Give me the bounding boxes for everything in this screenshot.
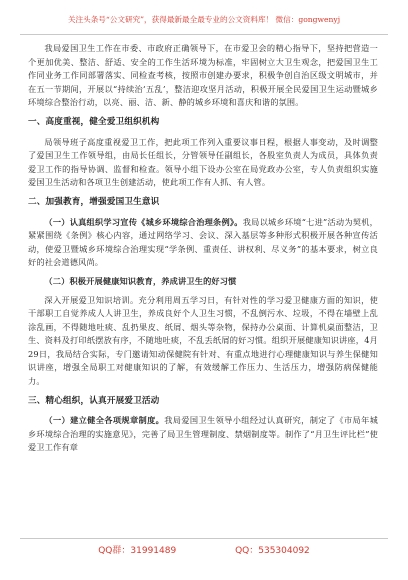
section-1-heading: 一、高度重视，健全爱卫组织机构 bbox=[28, 116, 160, 127]
qq-group: QQ群：31991489 bbox=[98, 546, 177, 556]
header-divider bbox=[20, 34, 388, 35]
section-2-sub-1-text: 我局以城乡环境“七进”活动为契机，紧紧围绕《条例》核心内容，通过网络学习、会议、深入基层等多种形式积极开展各种宣传活动，使爱卫暨城乡环境综合治理实现“学条例、重责任、讲权利、尽义务”的基本要求，树立良好的社会道德风尚。 bbox=[28, 216, 378, 268]
section-2-sub-2-heading-line bbox=[28, 275, 378, 289]
footer-divider bbox=[20, 538, 388, 539]
section-1-paragraph: 局领导班子高度重视爱卫工作，把此项工作列入重要议事日程，根据人事变动，及时调整了爱国卫生工作领导组，由局长任组长，分管领导任副组长，各股室负责人为成员，具体负责爱卫工作的指导协调、监督和检查。领导小组下设办公室在局党政办公室，专人负责组织实施爱国卫生活动和各项卫生创建活动，使此项工作有人抓、有人管。 bbox=[28, 136, 378, 188]
section-2-sub-1 bbox=[28, 216, 378, 270]
qq-contact: QQ：535304092 bbox=[235, 546, 310, 556]
section-3-sub-1-text: 我局爱国卫生领导小组经过认真研究，制定了《市局年城乡环境综合治理的实施意见》，完善了局卫生管理制度、禁烟制度等。制作了“月卫生评比栏”使爱卫工作有章 bbox=[28, 415, 378, 453]
section-2-sub-2-text: 深入开展爱卫知识培训。充分利用周五学习日，有针对性的学习爱卫健康方面的知识，使干部职工自觉养成人人讲卫生，养成良好个人卫生习惯，不乱倒污水、垃圾，不得在墙壁上乱涂乱画，不得随地吐痰、乱扔果皮、纸屑、烟头等杂物，保持办公桌面、计算机桌面整洁，卫生、资料及打印纸摆放有序，不随地吐痰，不乱丢纸屑的好习惯。组织开展健康知识讲座，4月29日，我局结合实际，专门邀请知动保健院有针对、有重点地进行心理健康知识与养生保健知识讲座，增强全局职工对健康知识的了解，有效缓解工作压力、生活压力，增强防病保健能力。 bbox=[28, 294, 378, 387]
footer bbox=[0, 540, 408, 562]
section-2-sub-2-heading: （二）积极开展健康知识教育，养成讲卫生的好习惯 bbox=[44, 275, 237, 286]
document-body bbox=[28, 42, 378, 538]
section-3-heading: 三、精心组织，认真开展爱卫活动 bbox=[28, 395, 160, 406]
section-2-sub-1-heading: （一）认真组织学习宣传《城乡环境综合治理条例》。 bbox=[44, 216, 243, 227]
section-3-sub-1 bbox=[28, 414, 378, 455]
section-3-sub-1-heading: （一）建立健全各项规章制度。 bbox=[44, 415, 165, 426]
section-2-heading: 二、加强教育，增强爱国卫生意识 bbox=[28, 196, 160, 207]
promo-banner: 关注头条号“公文研究”，获得最新最全最专业的公文资料库！ 微信：gongwenyj bbox=[67, 15, 341, 24]
intro-paragraph: 我局爱国卫生工作在市委、市政府正确领导下，在市爱卫会的精心指导下，坚持把营造一个更加优美、整洁、舒适、安全的工作生活环境为标准，牢固树立大卫生观念，把爱国卫生工作同业务工作同部署落实、同检查考核，按照市创建办要求，积极争创自治区级文明城市，并在五一节期间，开展以“持续治‘五乱’，整洁迎攻坚月活动，积极开展全民爱国卫生运动暨城乡环境综合整治行动，以亮、丽、洁、新、静的城乡环境和喜庆和谐的氛围。 bbox=[28, 43, 378, 108]
